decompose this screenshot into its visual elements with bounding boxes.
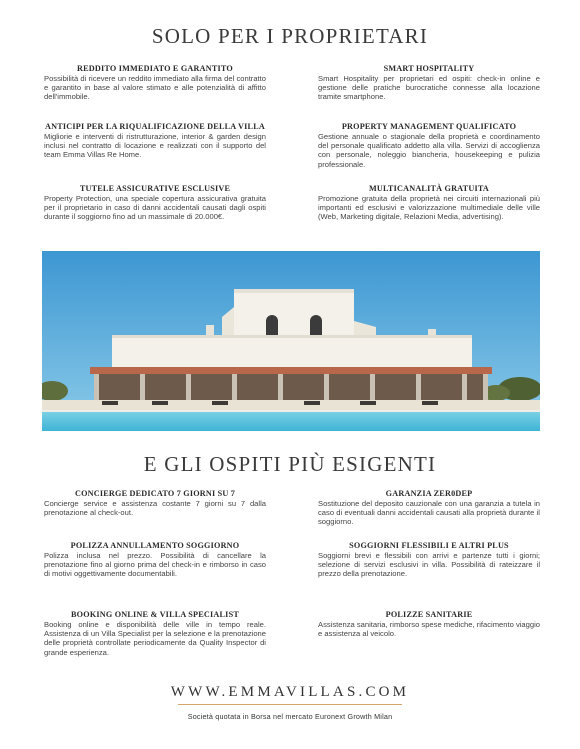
feature-title: PROPERTY MANAGEMENT QUALIFICATO <box>341 122 517 131</box>
feature-title: POLIZZA ANNULLAMENTO SOGGIORNO <box>70 541 240 550</box>
feature-text: Property Protection, una speciale copertura assicurativa gratuita per il proprietario in caso di danni accidentali causati dagli ospiti durante il soggiorno fino ad un massimale di 20.000€. <box>44 194 266 222</box>
feature-renovation-advance <box>44 122 266 160</box>
section-title-guests: E GLI OSPITI PIÙ ESIGENTI <box>143 452 437 476</box>
feature-text: Smart Hospitality per proprietari ed ospiti: check-in online e gestione delle pratiche burocratiche connesse alla locazione tramite smartphone. <box>318 74 540 102</box>
feature-online-booking <box>44 610 266 657</box>
feature-insurance <box>44 184 266 222</box>
feature-flexible-stays <box>318 541 540 579</box>
feature-text: Possibilità di ricevere un reddito immediato alla firma del contratto e garantito in base al valore stimato e alle potenzialità di affitto dell'immobile. <box>44 74 266 102</box>
feature-cancellation-policy <box>44 541 266 579</box>
feature-smart-hospitality <box>318 64 540 102</box>
villa-hero-image <box>42 251 540 431</box>
feature-title: SMART HOSPITALITY <box>383 64 475 73</box>
feature-health-insurance <box>318 610 540 638</box>
feature-text: Sostituzione del deposito cauzionale con una garanzia a tutela in caso di eventuali danni accidentali causati alla proprietà durante il soggiorno. <box>318 499 540 527</box>
feature-title: TUTELE ASSICURATIVE ESCLUSIVE <box>79 184 231 193</box>
feature-text: Promozione gratuita della proprietà nei circuiti internazionali più importanti ed esclusivi e valorizzazione multimediale delle ville (Web, Marketing digitale, Relazioni Media, advertising). <box>318 194 540 222</box>
feature-zerodep-guarantee <box>318 489 540 527</box>
feature-text: Concierge service e assistenza costante 7 giorni su 7 dalla prenotazione al check-out. <box>44 499 266 518</box>
feature-title: ANTICIPI PER LA RIQUALIFICAZIONE DELLA VILLA <box>45 122 265 131</box>
feature-title: CONCIERGE DEDICATO 7 GIORNI SU 7 <box>74 489 236 498</box>
feature-text: Assistenza sanitaria, rimborso spese mediche, rifacimento viaggio e assistenza al veicolo. <box>318 620 541 639</box>
feature-text: Polizza inclusa nel prezzo. Possibilità di cancellare la prenotazione fino al giorno prima del check-in e rimborso in caso di motivi oggettivamente documentabili. <box>44 551 266 579</box>
feature-concierge <box>44 489 266 517</box>
footer-divider <box>178 704 402 705</box>
feature-text: Migliorie e interventi di ristrutturazione, interior & garden design inclusi nel contratto di locazione e realizzati con il supporto del team Emma Villas Re Home. <box>44 132 266 160</box>
website-url[interactable]: WWW.EMMAVILLAS.COM <box>170 684 410 700</box>
feature-multichannel <box>318 184 540 222</box>
feature-title: MULTICANALITÀ GRATUITA <box>368 184 490 193</box>
listing-note: Società quotata in Borsa nel mercato Euronext Growth Milan <box>187 712 393 721</box>
feature-title: BOOKING ONLINE & VILLA SPECIALIST <box>71 610 239 619</box>
section-title-owners: SOLO PER I PROPRIETARI <box>151 24 429 48</box>
feature-text: Soggiorni brevi e flessibili con arrivi e partenze tutti i giorni; selezione di servizi esclusivi in villa. Possibilità di rateizzare il prezzo della prenotazione. <box>318 551 540 579</box>
feature-text: Booking online e disponibilità delle ville in tempo reale. Assistenza di un Villa Specialist per la selezione e la prenotazione delle proprietà controllate periodicamente da Quality Inspector di grande esperienza. <box>44 620 266 657</box>
feature-title: POLIZZE SANITARIE <box>385 610 473 619</box>
feature-title: GARANZIA ZER0DEP <box>385 489 473 498</box>
feature-title: REDDITO IMMEDIATO E GARANTITO <box>76 64 233 73</box>
feature-immediate-income <box>44 64 266 102</box>
feature-property-management <box>318 122 540 169</box>
feature-title: SOGGIORNI FLESSIBILI E ALTRI PLUS <box>349 541 509 550</box>
feature-text: Gestione annuale o stagionale della proprietà e coordinamento del personale qualificato addetto alla villa. Servizi di accoglienza con personale, noleggio biancheria, housekeeping e pulizia professionale. <box>318 132 540 169</box>
